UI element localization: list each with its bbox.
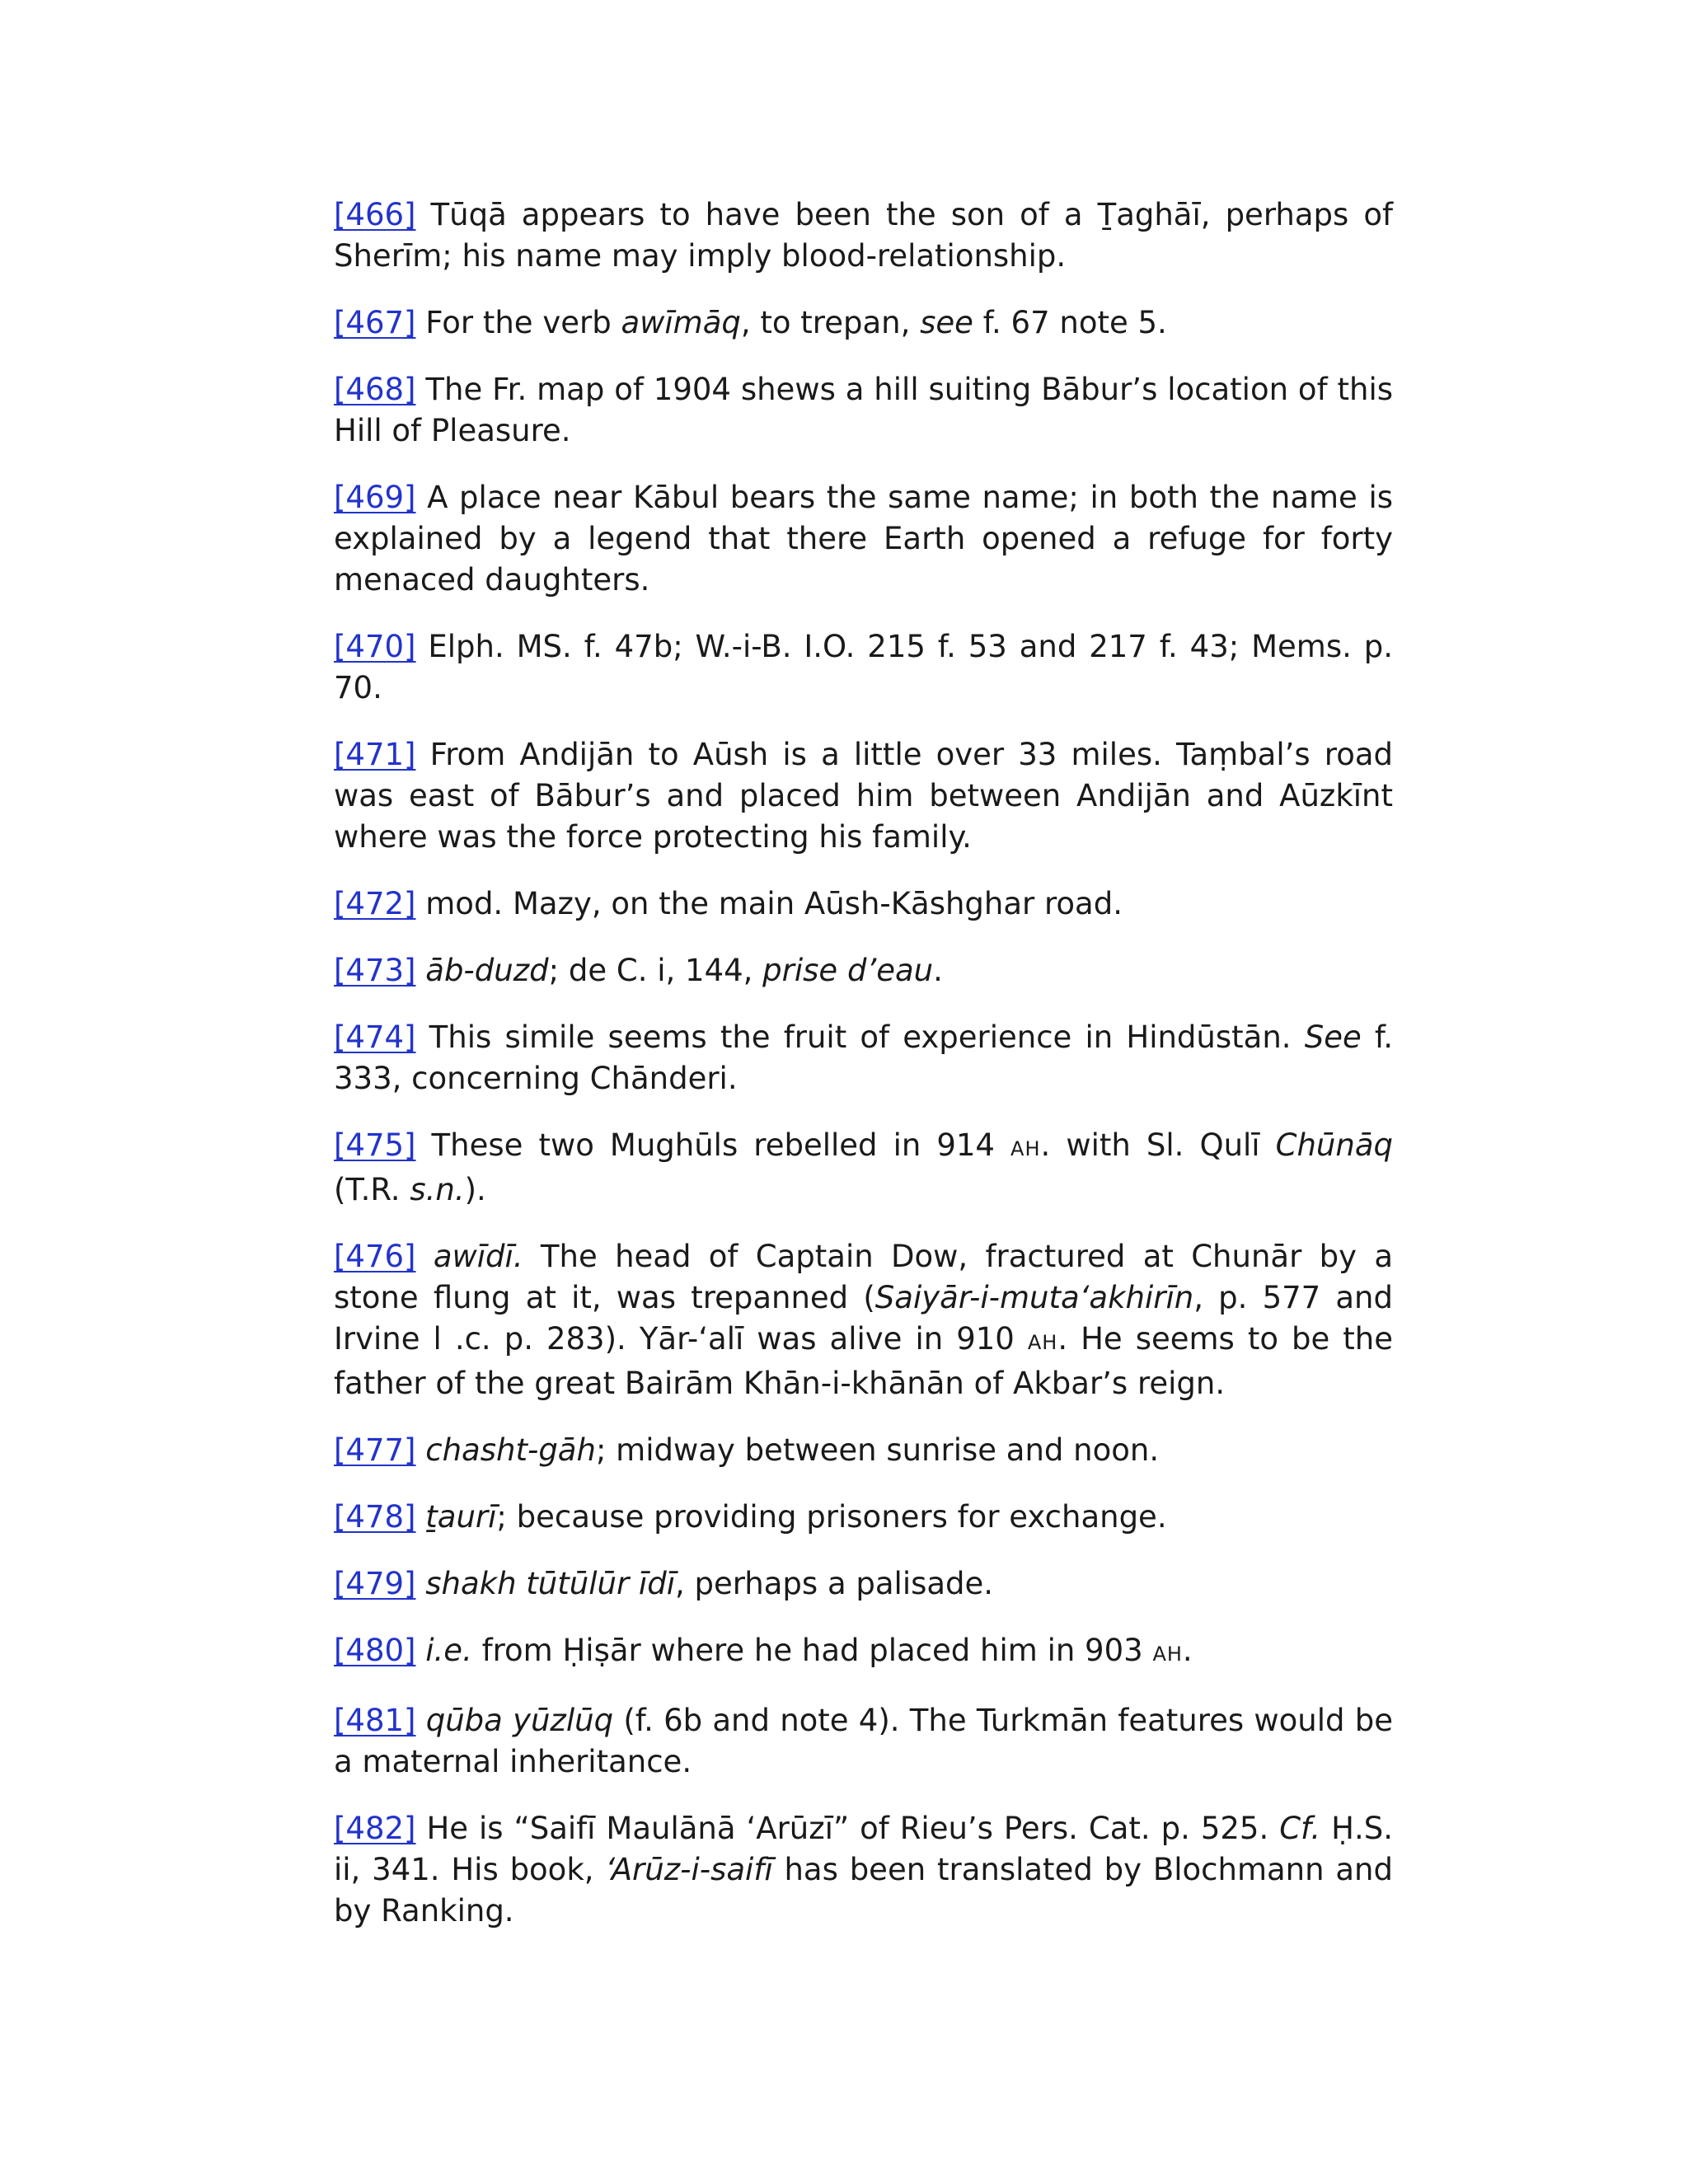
footnote-text	[416, 1239, 434, 1274]
small-caps-text: AH	[1152, 1643, 1183, 1666]
footnote-text: The Fr. map of 1904 shews a hill suiting Bābur’s location of this Hill of Pleasure.	[334, 372, 1393, 448]
footnote-ref-link[interactable]: [477]	[334, 1432, 416, 1468]
footnote-text: ; because providing prisoners for exchange.	[496, 1499, 1167, 1535]
italic-text: chasht-gāh	[425, 1432, 596, 1468]
footnote-text: For the verb	[415, 305, 621, 340]
footnote-ref-link[interactable]: [476]	[334, 1239, 416, 1274]
italic-text: awīmāq	[621, 305, 741, 340]
italic-text: s.n.	[410, 1172, 465, 1207]
footnote-ref-link[interactable]: [468]	[334, 372, 416, 407]
footnote-text: (T.R.	[334, 1172, 410, 1207]
footnote-ref-link[interactable]: [478]	[334, 1499, 416, 1535]
footnote	[334, 302, 1393, 344]
footnote	[334, 477, 1393, 601]
italic-text: qūba yūzlūq	[425, 1703, 614, 1738]
footnotes-page	[334, 194, 1393, 1957]
footnote	[334, 1563, 1393, 1605]
footnote-text: .	[1182, 1633, 1193, 1668]
footnote-text: ).	[464, 1172, 486, 1207]
footnote-text: ; de C. i, 144,	[548, 953, 763, 988]
italic-text: See	[1304, 1019, 1362, 1055]
footnote-ref-link[interactable]: [469]	[334, 480, 416, 515]
italic-text: see	[920, 305, 973, 340]
italic-text: i.e.	[425, 1633, 472, 1668]
footnote-ref-link[interactable]: [475]	[334, 1127, 416, 1163]
footnote	[334, 734, 1393, 858]
footnote-ref-link[interactable]: [466]	[334, 197, 416, 232]
italic-text: shakh tūtūlūr īdī	[425, 1566, 675, 1601]
footnote-text: He is “Saifī Maulānā ‘Arūzī” of Rieu’s Pers. Cat. p. 525.	[415, 1811, 1280, 1846]
footnote-text: , to trepan,	[740, 305, 921, 340]
footnote	[334, 883, 1393, 925]
footnote-text: From Andijān to Aūsh is a little over 33 miles. Taṃbal’s road was east of Bābur’s and placed him between Andijān and Aūzkīnt where was the force protecting his family.	[334, 737, 1393, 855]
footnote-text: , p. 577 and Irvine l .c. p. 283). Yār-‘alī was alive in 910	[334, 1280, 1393, 1357]
footnote-text: A place near Kābul bears the same name; in both the name is explained by a legend that there Earth opened a refuge for forty menaced daughters.	[334, 480, 1393, 598]
footnote-ref-link[interactable]: [471]	[334, 737, 416, 772]
italic-text: Saiyār-i-muta‘akhirīn	[874, 1280, 1194, 1315]
footnote-text	[416, 1703, 426, 1738]
italic-text: ṯaurī	[425, 1499, 497, 1535]
footnote	[334, 1700, 1393, 1783]
footnote	[334, 1430, 1393, 1471]
footnote-text: Ḥ.S. ii, 341. His book,	[334, 1811, 1393, 1887]
footnote	[334, 950, 1393, 991]
footnote-text: These two Mughūls rebelled in 914	[415, 1127, 1011, 1163]
italic-text: ‘Arūz-i-saifī	[605, 1852, 773, 1887]
footnote-text: .	[933, 953, 943, 988]
footnote-ref-link[interactable]: [472]	[334, 886, 416, 921]
footnote-text	[416, 1633, 426, 1668]
footnote-ref-link[interactable]: [473]	[334, 953, 416, 988]
footnote-text: . with Sl. Qulī	[1040, 1127, 1276, 1163]
footnote-ref-link[interactable]: [467]	[334, 305, 416, 340]
italic-text: awīdī.	[433, 1239, 523, 1274]
footnote-text: (f. 6b and note 4). The Turkmān features would be a maternal inheritance.	[334, 1703, 1394, 1779]
footnote	[334, 626, 1393, 709]
footnote	[334, 1808, 1393, 1932]
footnote	[334, 1497, 1393, 1538]
footnote-text: has been translated by Blochmann and by Ranking.	[334, 1852, 1393, 1929]
footnote-text: Elph. MS. f. 47b; W.-i-B. I.O. 215 f. 53 and 217 f. 43; Mems. p. 70.	[334, 629, 1393, 705]
footnote-ref-link[interactable]: [470]	[334, 629, 416, 664]
footnote-ref-link[interactable]: [482]	[334, 1811, 416, 1846]
footnote-text: . He seems to be the father of the great Bairām Khān-i-khānān of Akbar’s reign.	[334, 1321, 1393, 1401]
footnote-text: from Ḥiṣār where he had placed him in 903	[471, 1633, 1153, 1668]
footnote-text: The head of Captain Dow, fractured at Chunār by a stone flung at it, was trepanned (	[334, 1239, 1394, 1315]
footnote	[334, 1630, 1393, 1675]
footnote-text	[416, 1566, 426, 1601]
footnote-text: f. 333, concerning Chānderi.	[334, 1019, 1394, 1096]
italic-text: āb-duzd	[425, 953, 549, 988]
small-caps-text: AH	[1027, 1331, 1058, 1354]
footnote-text: f. 67 note 5.	[973, 305, 1167, 340]
footnote-text: , perhaps a palisade.	[674, 1566, 994, 1601]
footnote-text: mod. Mazy, on the main Aūsh-Kāshghar road.	[415, 886, 1123, 921]
footnote	[334, 1017, 1393, 1099]
footnote	[334, 194, 1393, 277]
footnote-ref-link[interactable]: [481]	[334, 1703, 416, 1738]
small-caps-text: AH	[1010, 1137, 1041, 1160]
footnote-ref-link[interactable]: [474]	[334, 1019, 416, 1055]
footnote-ref-link[interactable]: [479]	[334, 1566, 416, 1601]
footnote-text: Tūqā appears to have been the son of a Ṯaghāī, perhaps of Sherīm; his name may imply blood-relationship.	[334, 197, 1393, 274]
footnote-text	[416, 953, 426, 988]
footnote-text	[416, 1499, 426, 1535]
italic-text: Chūnāq	[1275, 1127, 1393, 1163]
footnote	[334, 1125, 1393, 1211]
italic-text: Cf.	[1279, 1811, 1321, 1846]
italic-text: prise d’eau	[762, 953, 934, 988]
footnote-text: ; midway between sunrise and noon.	[595, 1432, 1160, 1468]
footnote-text	[416, 1432, 426, 1468]
footnote	[334, 1236, 1393, 1404]
footnote-text: This simile seems the fruit of experience in Hindūstān.	[415, 1019, 1305, 1055]
footnote	[334, 369, 1393, 452]
footnote-ref-link[interactable]: [480]	[334, 1633, 416, 1668]
